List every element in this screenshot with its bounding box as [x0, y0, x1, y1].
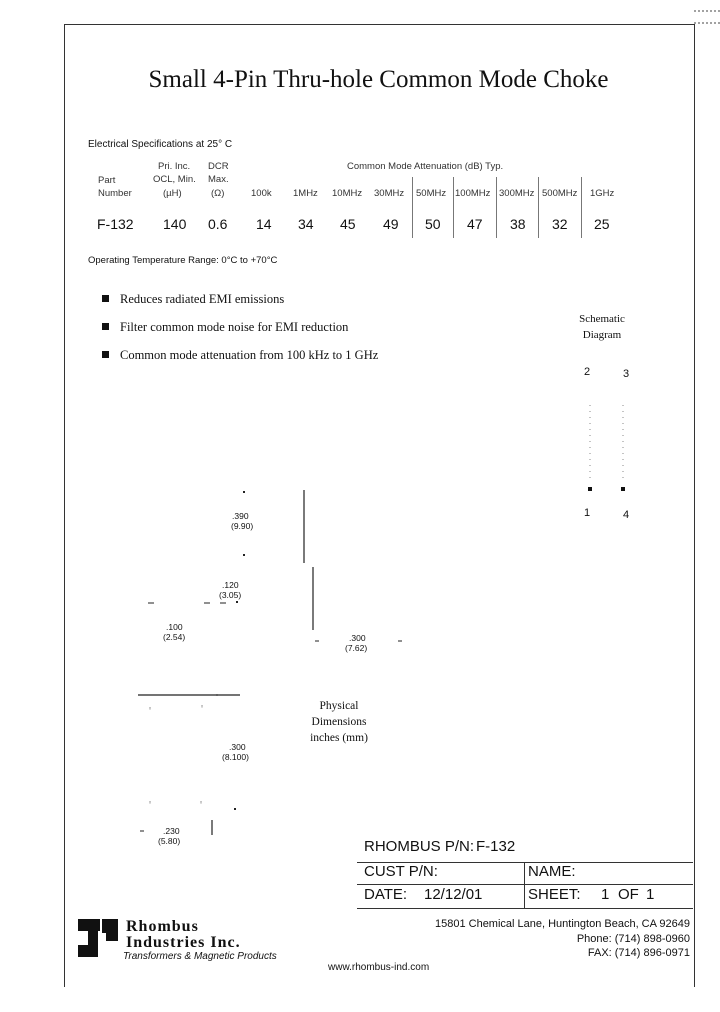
table-divider [453, 177, 454, 238]
sheet-label: SHEET: [528, 886, 581, 903]
table-divider [412, 177, 413, 238]
svg-text:◦: ◦ [148, 799, 153, 807]
col-dcr-2: Max. [208, 174, 229, 185]
pin-4: 4 [623, 509, 630, 521]
dimension-drawing [130, 485, 420, 845]
bullet-icon [102, 323, 109, 330]
company-name-1: Rhombus [126, 918, 199, 935]
dims-caption-2: Dimensions [311, 716, 367, 728]
company-name-2: Industries Inc. [126, 934, 241, 951]
freq-100k: 100k [251, 188, 272, 199]
bullet-icon [102, 351, 109, 358]
company-address: 15801 Chemical Lane, Huntington Beach, CA 92649 [434, 918, 690, 930]
dim-120: .120 [222, 580, 239, 590]
pn-label: RHOMBUS P/N: [364, 838, 475, 855]
freq-300mhz: 300MHz [499, 188, 535, 199]
dim-230: .230 [163, 826, 180, 836]
freq-10mhz: 10MHz [332, 188, 363, 199]
svg-text:◦: ◦ [199, 799, 204, 807]
freq-1mhz: 1MHz [293, 188, 318, 199]
pin-3: 3 [623, 368, 630, 380]
bullet-icon [102, 295, 109, 302]
atten-100mhz: 47 [467, 216, 483, 232]
atten-50mhz: 50 [425, 216, 441, 232]
sheet-number: 1 [601, 886, 610, 903]
dims-caption-3: inches (mm) [310, 732, 368, 744]
pn-value: F-132 [476, 838, 516, 855]
table-divider [538, 177, 539, 238]
sheet-total: 1 [646, 886, 655, 903]
col-part-1: Part [98, 175, 116, 186]
col-ocl-2: OCL, Min. [153, 174, 196, 185]
atten-30mhz: 49 [383, 216, 399, 232]
atten-300mhz: 38 [510, 216, 526, 232]
col-ocl-3: (µH) [163, 188, 182, 199]
col-ocl-1: Pri. Inc. [158, 161, 191, 172]
dims-caption-1: Physical [319, 700, 359, 712]
title-block-rule [357, 908, 693, 909]
pin-1: 1 [584, 507, 591, 519]
row-dcr: 0.6 [208, 216, 228, 232]
schematic-diagram [580, 385, 632, 495]
dim-300a-mm: (7.62) [345, 643, 368, 653]
freq-1ghz: 1GHz [590, 188, 615, 199]
rhombus-logo-icon [78, 919, 122, 957]
date-value: 12/12/01 [424, 886, 483, 903]
schematic-label-2: Diagram [582, 329, 622, 341]
sheet-of: OF [618, 886, 639, 903]
company-fax: FAX: (714) 896-0971 [587, 947, 690, 959]
dim-100: .100 [166, 622, 183, 632]
atten-1mhz: 34 [298, 216, 314, 232]
col-part-2: Number [98, 188, 132, 199]
atten-500mhz: 32 [552, 216, 568, 232]
temp-range: Operating Temperature Range: 0°C to +70°C [88, 255, 278, 266]
pin-2: 2 [584, 366, 591, 378]
atten-10mhz: 45 [340, 216, 356, 232]
title-block-divider [524, 862, 525, 908]
schematic-label-1: Schematic [579, 313, 625, 325]
page-title: Small 4-Pin Thru-hole Common Mode Choke [148, 66, 609, 93]
atten-1ghz: 25 [594, 216, 610, 232]
dim-100-mm: (2.54) [163, 632, 186, 642]
feature-item: Filter common mode noise for EMI reduction [102, 320, 348, 335]
company-website[interactable]: www.rhombus-ind.com [328, 962, 430, 973]
cust-pn-label: CUST P/N: [364, 863, 438, 880]
table-divider [496, 177, 497, 238]
freq-50mhz: 50MHz [416, 188, 447, 199]
col-dcr-3: (Ω) [211, 188, 225, 199]
corner-mark [694, 10, 720, 24]
company-tagline: Transformers & Magnetic Products [123, 951, 277, 962]
freq-30mhz: 30MHz [374, 188, 405, 199]
dim-300b: .300 [229, 742, 246, 752]
dim-230-mm: (5.80) [158, 836, 181, 846]
col-dcr-1: DCR [208, 161, 229, 172]
svg-text:◦: ◦ [148, 705, 153, 713]
specs-heading: Electrical Specifications at 25° C [88, 139, 233, 150]
dim-300a: .300 [349, 633, 366, 643]
atten-100k: 14 [256, 216, 272, 232]
table-divider [581, 177, 582, 238]
dim-120-mm: (3.05) [219, 590, 242, 600]
dim-300b-mm: (8.100) [222, 752, 249, 762]
row-ocl: 140 [163, 216, 187, 232]
freq-100mhz: 100MHz [455, 188, 491, 199]
dim-390-mm: (9.90) [231, 521, 254, 531]
atten-heading: Common Mode Attenuation (dB) Typ. [347, 161, 504, 172]
date-label: DATE: [364, 886, 408, 903]
svg-text:◦: ◦ [200, 703, 205, 711]
row-part: F-132 [97, 216, 134, 232]
title-block-rule [357, 884, 693, 885]
name-label: NAME: [528, 863, 576, 880]
company-phone: Phone: (714) 898-0960 [576, 933, 690, 945]
feature-item: Reduces radiated EMI emissions [102, 292, 284, 307]
dim-390: .390 [232, 511, 249, 521]
feature-item: Common mode attenuation from 100 kHz to 1 GHz [102, 348, 378, 363]
freq-500mhz: 500MHz [542, 188, 578, 199]
